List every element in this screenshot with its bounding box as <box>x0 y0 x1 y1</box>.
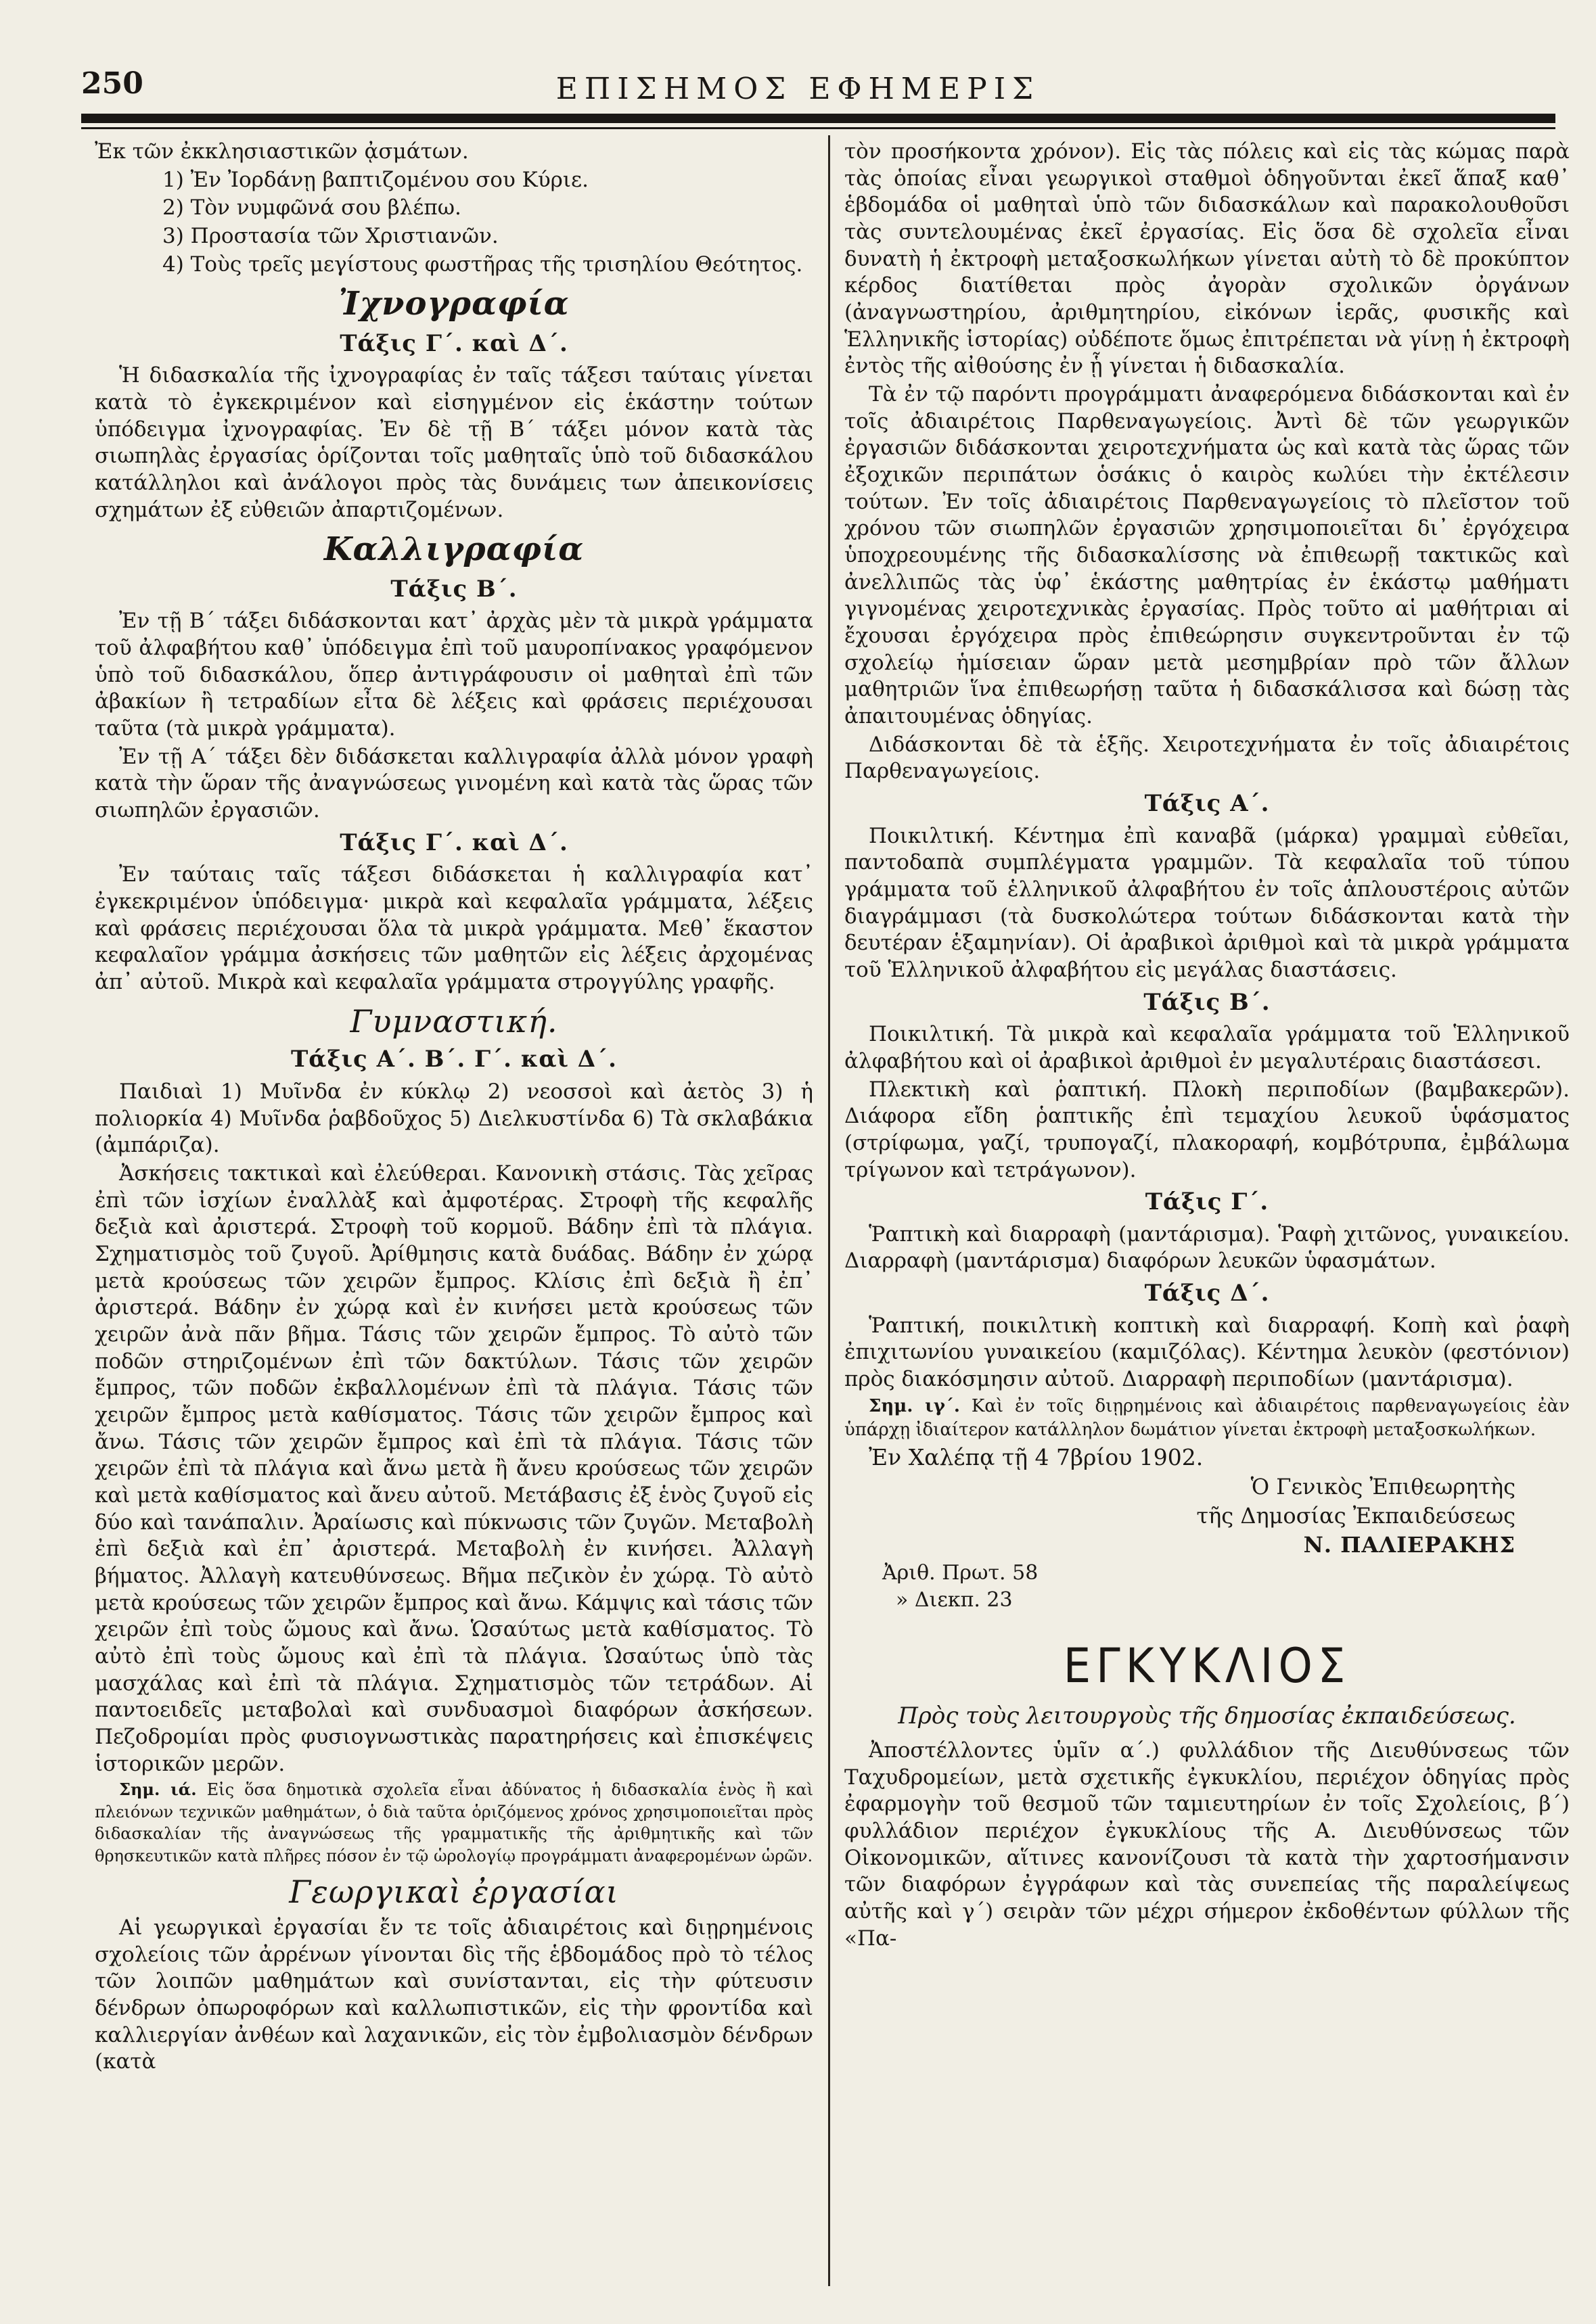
hymns-intro: Ἐκ τῶν ἐκκλησιαστικῶν ᾀσμάτων. <box>95 139 469 164</box>
class-heading: Τάξις Β΄. <box>1143 988 1271 1016</box>
dateline: Ἐν Χαλέπᾳ τῇ 4 7βρίου 1902. <box>869 1443 1204 1470</box>
class-heading: Τάξις Δ΄. <box>1144 1280 1270 1307</box>
paragraph: Ἡ διδασκαλία τῆς ἰχνογραφίας ἐν ταῖς τάξεσι ταύταις γίνεται κατὰ τὸ ἐγκεκριμένον καὶ εἰσηγμένον εἰς ἑκάστην τούτων ὑπόδειγμα ἰχνογραφίας. Ἐν δὲ τῇ Β΄ τάξει μόνον κατὰ τὰς σιωπηλὰς ἐργασίας ὁρίζονται τοῖς μαθηταῖς ὑπὸ τοῦ διδασκάλου κατάλληλοι καὶ ἀνάλογοι πρὸς τὰς δυνάμεις των ἀπεικονίσεις σχημάτων ἐξ εὐθειῶν ἀπαρτιζομένων. <box>95 363 813 522</box>
signature-title: Ὁ Γενικὸς Ἐπιθεωρητὴς <box>1250 1474 1515 1500</box>
paragraph: Ἐν τῇ Α΄ τάξει δὲν διδάσκεται καλλιγραφία ἀλλὰ μόνον γραφὴ κατὰ τὴν ὥραν τῆς ἀναγνώσεως γινομένη καὶ κατὰ τὰς ὥρας τῶν σιωπηλῶν ἐργασιῶν. <box>95 744 813 822</box>
list-item: 4) Τοὺς τρεῖς μεγίστους φωστῆρας τῆς τρισηλίου Θεότητος. <box>162 252 803 277</box>
footnote <box>95 1779 813 1867</box>
running-title: ΕΠΙΣΗΜΟΣ ΕΦΗΜΕΡΙΣ <box>555 72 1041 106</box>
footnote-label: Σημ. ιγ΄. <box>869 1395 960 1416</box>
circular-addressee: Πρὸς τοὺς λειτουργοὺς τῆς δημοσίας ἐκπαιδεύσεως. <box>898 1702 1516 1729</box>
section-heading-ichnografia: Ἰχνογραφία <box>338 285 570 323</box>
footnote-label: Σημ. ιά. <box>119 1780 197 1800</box>
class-heading: Τάξις Γ΄. καὶ Δ΄. <box>340 329 568 357</box>
paragraph: Διδάσκονται δὲ τὰ ἑξῆς. Χειροτεχνήματα ἐν τοῖς ἀδιαιρέτοις Παρθεναγωγείοις. <box>844 732 1570 784</box>
paragraph: Αἱ γεωργικαὶ ἐργασίαι ἔν τε τοῖς ἀδιαιρέτοις καὶ διῃρημένοις σχολείοις τῶν ἀρρένων γίνονται δὶς τῆς ἑβδομάδος πρὸ τὸ τέλος τῶν λοιπῶν μαθημάτων καὶ συνίστανται, εἰς τὴν φύτευσιν δένδρων ὀπωροφόρων καὶ καλλωπιστικῶν, εἰς τὴν φροντίδα καὶ καλλιεργίαν ἀνθέων καὶ λαχανικῶν, εἰς τὸν ἐμβολιασμὸν δένδρων (κατὰ <box>95 1915 813 2074</box>
paragraph: Παιδιαὶ 1) Μυῖνδα ἐν κύκλῳ 2) νεοσσοὶ καὶ ἀετὸς 3) ἡ πολιορκία 4) Μυῖνδα ῥαβδοῦχος 5) Διελκυστίνδα 6) Τὰ σκλαβάκια (ἀμπάριζα). <box>95 1079 813 1158</box>
hymns-list <box>95 167 813 279</box>
header-rule-thick <box>81 114 1555 123</box>
paragraph: Ποικιλτική. Τὰ μικρὰ καὶ κεφαλαῖα γράμματα τοῦ Ἑλληνικοῦ ἀλφαβήτου καὶ οἱ ἀραβικοὶ ἀριθμοὶ ἐν μεγαλυτέραις διαστάσεσι. <box>844 1022 1570 1073</box>
class-heading: Τάξις Α΄. <box>1144 790 1270 818</box>
paragraph: τὸν προσήκοντα χρόνον). Εἰς τὰς πόλεις καὶ εἰς τὰς κώμας παρὰ τὰς ὁποίας εἶναι γεωργικοὶ σταθμοὶ ὁδηγοῦνται ἐκεῖ ἅπαξ καθ᾽ ἑβδομάδα οἱ μαθηταὶ ὑπὸ τῶν διδασκάλων καὶ παρακολουθοῦσι τὰς συντελουμένας ἐκεῖ ἐργασίας. Εἰς ὅσα δὲ σχολεῖα εἶναι δυνατὴ ἡ ἐκτροφὴ μεταξοσκωλήκων γίνεται αὐτὴ τὸ δὲ προκύπτον κέρδος διατίθεται πρὸς ἀγορὰν σχολικῶν ὀργάνων (ἀναγνωστηρίου, ἀριθμητηρίου, εἰκόνων ἱερᾶς, φυσικῆς καὶ Ἑλληνικῆς ἱστορίας) οὐδέποτε ὅμως ἐπιτρέπεται νὰ γίνῃ ἡ ἐκτροφὴ ἐντὸς τῆς αἰθούσης ἐν ᾗ γίνεται ἡ διδασκαλία. <box>844 139 1570 379</box>
right-column <box>844 139 1570 1953</box>
footnote-text: Εἰς ὅσα δημοτικὰ σχολεῖα εἶναι ἀδύνατος ἡ διδασκαλία ἑνὸς ἢ καὶ πλειόνων τεχνικῶν μαθημάτων, ὁ διὰ ταῦτα ὁριζόμενος χρόνος χρησιμοποιεῖται πρὸς διδασκαλίαν τῆς ἀναγνώσεως τῆς γραμματικῆς τῆς ἀριθμητικῆς καὶ τῶν θρησκευτικῶν κατὰ πλῆρες πόσον ἐν τῷ ὡρολογίῳ προγράμματι ἀναφερομένων ὡρῶν. <box>95 1780 813 1865</box>
paragraph: Ῥαπτικὴ καὶ διαρραφὴ (μαντάρισμα). Ῥαφὴ χιτῶνος, γυναικείου. Διαρραφὴ (μαντάρισμα) διαφόρων λευκῶν ὑφασμάτων. <box>844 1222 1570 1274</box>
paragraph: Ποικιλτική. Κέντημα ἐπὶ καναβᾶ (μάρκα) γραμμαὶ εὐθεῖαι, παντοδαπὰ συμπλέγματα γραμμῶν. Τὰ κεφαλαῖα τοῦ τύπου γράμματα τοῦ ἑλληνικοῦ ἀλφαβήτου ἐν τοῖς ἁπλουστέροις αὐτῶν διαγράμμασι (τὰ δυσκολώτερα τούτων διδάσκονται κατὰ τὴν δευτέραν ἑξαμηνίαν). Οἱ ἀραβικοὶ ἀριθμοὶ καὶ τὰ μικρὰ γράμματα τοῦ Ἑλληνικοῦ ἀλφαβήτου εἰς μεγάλας διαστάσεις. <box>844 823 1570 982</box>
list-item: 2) Τὸν νυμφῶνά σου βλέπω. <box>162 195 461 220</box>
section-heading-gymnastiki: Γυμναστική. <box>350 1002 558 1040</box>
protocol-number: Ἀριθ. Πρωτ. 58 <box>882 1560 1039 1585</box>
class-heading: Τάξις Γ΄. καὶ Δ΄. <box>340 829 568 856</box>
dispatch-number: » Διεκπ. 23 <box>896 1588 1013 1612</box>
section-heading-kalligrafia: Καλλιγραφία <box>323 530 585 569</box>
paragraph: Πλεκτικὴ καὶ ῥαπτική. Πλοκὴ περιποδίων (βαμβακερῶν). Διάφορα εἴδη ῥαπτικῆς ἐπὶ τεμαχίου λευκοῦ ὑφάσματος (στρίφωμα, γαζί, τρυπογαζί, πλακοραφή, κομβότρυπα, ἐμβάλωμα τρίγωνον καὶ τετράγωνον). <box>844 1077 1570 1182</box>
paragraph: Ἀσκήσεις τακτικαὶ καὶ ἐλεύθεραι. Κανονικὴ στάσις. Τὰς χεῖρας ἐπὶ τῶν ἰσχίων ἐναλλὰξ καὶ ἀμφοτέρας. Στροφὴ τῆς κεφαλῆς δεξιὰ καὶ ἀριστερά. Στροφὴ τοῦ κορμοῦ. Βάδην ἐπὶ τὰ πλάγια. Σχηματισμὸς τοῦ ζυγοῦ. Ἀρίθμησις κατὰ δυάδας. Βάδην ἐν χώρᾳ μετὰ κρούσεως τῶν χειρῶν ἔμπρος. Κλίσις ἐπὶ δεξιὰ ἢ ἐπ᾽ ἀριστερά. Βάδην ἐν χώρᾳ καὶ ἐν κινήσει μετὰ κρούσεως τῶν χειρῶν ἀνὰ πᾶν βῆμα. Τάσις τῶν χειρῶν ἔμπρος. Τὸ αὐτὸ τῶν ποδῶν στηριζομένων ἐπὶ τῶν δακτύλων. Τάσις τῶν χειρῶν ἔμπρος, τῶν ποδῶν ἐκβαλλομένων ἐπὶ τὰ πλάγια. Τάσις τῶν χειρῶν ἔμπρος μετὰ καθίσματος. Τάσις τῶν χειρῶν ἔμπρος καὶ ἄνω. Τάσις τῶν χειρῶν ἔμπρος καὶ ἐπὶ τὰ πλάγια. Τάσις τῶν χειρῶν ἐπὶ τὰ πλάγια καὶ ἄνω μετὰ ἢ ἄνευ κρούσεως τῶν χειρῶν καὶ μετὰ καθίσματος καὶ ἄνευ αὐτοῦ. Μετάβασις ἐξ ἑνὸς ζυγοῦ εἰς δύο καὶ τανάπαλιν. Ἀραίωσις καὶ πύκνωσις τῶν ζυγῶν. Μεταβολὴ ἐπὶ δεξιὰ καὶ ἐπ᾽ ἀριστερά. Μεταβολὴ ἐν κινήσει. Ἀλλαγὴ βήματος. Ἀλλαγὴ κατευθύνσεως. Βῆμα πεζικὸν ἐν χώρᾳ. Τὸ αὐτὸ μετὰ κρούσεως τῶν χειρῶν ἔμπρος καὶ ἄνω. Κάμψις καὶ τάσις τῶν χειρῶν ἐπὶ τοὺς ὤμους καὶ ἄνω. Ὡσαύτως μετὰ καθίσματος. Τὸ αὐτὸ ἐπὶ τοὺς ὤμους καὶ ἐπὶ τὰ πλάγια. Ὡσαύτως ὑπὸ τὰς μασχάλας καὶ ἐπὶ τὰ πλάγια. Σχηματισμὸς τῶν τετράδων. Αἱ παντοειδεῖς μεταβολαὶ καὶ συνδυασμοὶ διαφόρων ἀσκήσεων. Πεζοδρομίαι πρὸς φυσιογνωστικὰς παρατηρήσεις καὶ ἐπισκέψεις ἱστορικῶν μερῶν. <box>95 1161 813 1776</box>
list-item: 3) Προστασία τῶν Χριστιανῶν. <box>162 224 499 249</box>
paragraph: Ἐν τῇ Β΄ τάξει διδάσκονται κατ᾽ ἀρχὰς μὲν τὰ μικρὰ γράμματα τοῦ ἀλφαβήτου καθ᾽ ὑπόδειγμα ἐπὶ τοῦ μαυροπίνακος γραφόμενον ὑπὸ τοῦ διδασκάλου, ὅπερ ἀντιγράφουσιν οἱ μαθηταὶ ἐπὶ τῶν ἀβακίων ἢ τετραδίων εἶτα δὲ λέξεις καὶ φράσεις περιέχουσαι ταῦτα (τὰ μικρὰ γράμματα). <box>95 609 813 741</box>
class-heading: Τάξις Β΄. <box>390 575 518 603</box>
header-rule-thin <box>81 127 1555 129</box>
page-number: 250 <box>81 66 143 101</box>
page-header <box>0 47 1596 115</box>
list-item: 1) Ἐν Ἰορδάνῃ βαπτιζομένου σου Κύριε. <box>162 167 589 192</box>
left-column <box>95 139 813 2077</box>
paragraph: Ἐν ταύταις ταῖς τάξεσι διδάσκεται ἡ καλλιγραφία κατ᾽ ἐγκεκριμένον ὑπόδειγμα· μικρὰ καὶ κεφαλαῖα γράμματα, λέξεις καὶ φράσεις περιέχουσαι ὅλα τὰ μικρὰ γράμματα. Μεθ᾽ ἕκαστον κεφαλαῖον γράμμα ἀσκήσεις τῶν μαθητῶν εἰς λέξεις ἀρχομένας ἀπ᾽ αὐτοῦ. Μικρὰ καὶ κεφαλαῖα γράμματα στρογγύλης γραφῆς. <box>95 862 813 994</box>
signature-name: Ν. ΠΑΛΙΕΡΑΚΗΣ <box>1303 1531 1515 1558</box>
footnote <box>844 1395 1570 1442</box>
paragraph: Ῥαπτική, ποικιλτικὴ κοπτικὴ καὶ διαρραφή. Κοπὴ καὶ ῥαφὴ ἐπιχιτωνίου γυναικείου (καμιζόλας). Κέντημα λευκὸν (φεστόνιον) πρὸς διακόσμησιν αὐτοῦ. Διαρραφὴ περιποδίων (μαντάρισμα). <box>844 1313 1570 1391</box>
signature-office: τῆς Δημοσίας Ἐκπαιδεύσεως <box>1196 1502 1515 1529</box>
column-divider <box>828 135 830 2286</box>
section-heading-georgikai: Γεωργικαὶ ἐργασίαι <box>289 1873 619 1910</box>
class-heading: Τάξις Α΄. Β΄. Γ΄. καὶ Δ΄. <box>290 1046 618 1073</box>
footnote-text: Καὶ ἐν τοῖς διῃρημένοις καὶ ἀδιαιρέτοις παρθεναγωγείοις ἐὰν ὑπάρχῃ ἰδιαίτερον κατάλληλον δωμάτιον γίνεται ἐκτροφὴ μεταξοσκωλήκων. <box>844 1395 1570 1440</box>
paragraph: Ἀποστέλλοντες ὑμῖν α΄.) φυλλάδιον τῆς Διευθύνσεως τῶν Ταχυδρομείων, μετὰ σχετικῆς ἐγκυκλίου, περιέχον ὁδηγίας πρὸς ἐφαρμογὴν τοῦ θεσμοῦ τῶν ταμιευτηρίων ἐν τοῖς Σχολείοις, β΄) φυλλάδιον περιέχον ἐγκυκλίους τῆς Α. Διευθύνσεως τῶν Οἰκονομικῶν, αἵτινες κανονίζουσι τὰ κατὰ τὴν χαρτοσήμανσιν τῶν διαφόρων ἐγγράφων καὶ τὰς συνεπείας τῆς παραλείψεως αὐτῆς καὶ γ΄) σειρὰν τῶν μέχρι σήμερον ἐκδοθέντων φύλλων τῆς «Πα- <box>844 1738 1570 1951</box>
paragraph: Τὰ ἐν τῷ παρόντι προγράμματι ἀναφερόμενα διδάσκονται καὶ ἐν τοῖς ἀδιαιρέτοις Παρθεναγωγείοις. Ἀντὶ δὲ τῶν γεωργικῶν ἐργασιῶν διδάσκονται χειροτεχνήματα ὡς καὶ κατὰ τὰς ὥρας τῶν ἐξοχικῶν περιπάτων ὁσάκις ὁ καιρὸς κωλύει τὴν ἐκτέλεσιν τούτων. Ἐν τοῖς ἀδιαιρέτοις Παρθεναγωγείοις τὸ πλεῖστον τοῦ χρόνου τῶν σιωπηλῶν ἐργασιῶν χρησιμοποιεῖται δι᾽ ἐργόχειρα ὑποχρεουμένης τῆς διδασκαλίσσης νὰ ἐπιθεωρῇ τακτικῶς καὶ ἀνελλιπῶς τὰς ὑφ᾽ ἑκάστης μαθητρίας ἐν ἑκάστῳ μαθήματι γιγνομένας χειροτεχνικὰς ἐργασίας. Πρὸς τοῦτο αἱ μαθήτριαι αἱ ἔχουσαι ἐργόχειρα πρὸς ἐπιθεώρησιν συγκεντροῦνται ἐν τῷ σχολείῳ ἡμίσειαν ὥραν μετὰ μεσημβρίαν πρὸ τῶν ἄλλων μαθητριῶν ἵνα ἐπιθεωρήσῃ ταῦτα ἡ διδασκάλισσα καὶ δώσῃ τὰς ἀπαιτουμένας ὁδηγίας. <box>844 382 1570 729</box>
circular-heading: ΕΓΚΥΚΛΙΟΣ <box>1063 1638 1351 1694</box>
class-heading: Τάξις Γ΄. <box>1145 1188 1269 1216</box>
